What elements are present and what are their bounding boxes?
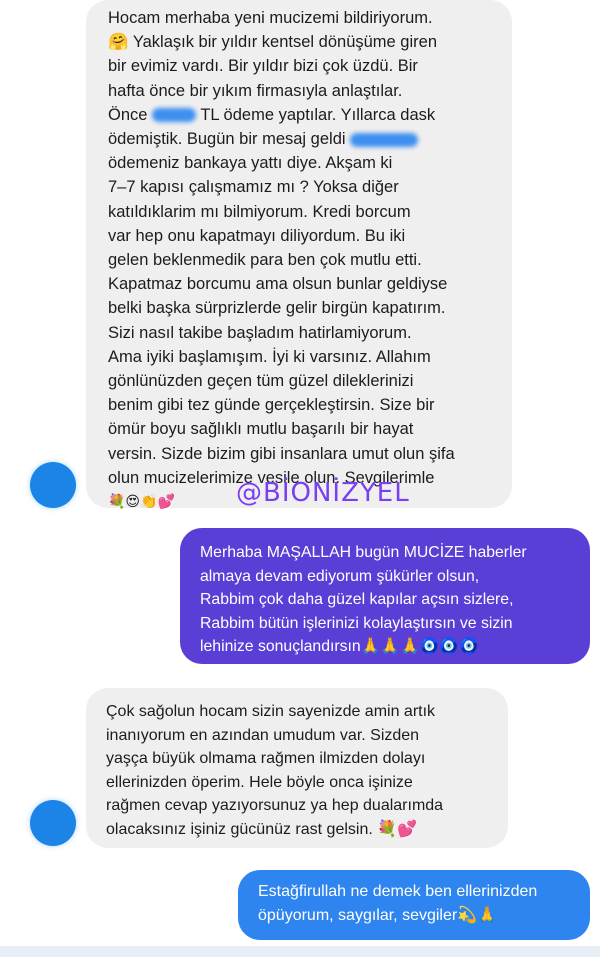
message-line: olun mucizelerimize vesile olun. Sevgilerimle — [108, 468, 435, 487]
message-line: bir evimiz vardı. Bir yıldır bizi çok üzdü. Bir — [108, 57, 418, 76]
message-line: Çok sağolun hocam sizin sayenizde amin artık — [106, 703, 436, 720]
message-line: Hocam merhaba yeni mucizemi bildiriyorum. — [108, 9, 433, 27]
message-line: Merhaba MAŞALLAH bugün MUCİZE haberler — [200, 544, 527, 561]
message-line: ellerinizden öperim. Hele böyle onca işinize — [106, 773, 413, 791]
message-line: Estağfirullah ne demek ben ellerinizden — [258, 883, 538, 900]
message-line: versin. Sizde bizim gibi insanlara umut olun şifa — [108, 444, 455, 463]
message-line: hafta önce bir yıkım firmasıyla anlaştılar. — [108, 81, 403, 100]
message-line: Ama iyiki başlamışım. İyi ki varsınız. Allahım — [108, 347, 431, 366]
message-line: inanıyorum en azından umudum var. Sizden — [106, 726, 420, 744]
message-line: ödemeniz bankaya yattı diye. Akşam ki — [108, 154, 393, 173]
bottom-bar — [0, 946, 600, 957]
message-line: olacaksınız işiniz gücünüz rast gelsin. 💐💕 — [106, 820, 418, 838]
message-bubble-outgoing — [180, 528, 590, 664]
message-line: almaya devam ediyorum şükürler olsun, — [200, 567, 480, 585]
message-line-with-redaction — [108, 103, 512, 127]
message-line: lehinize sonuçlandırsın🙏🙏🙏🧿🧿🧿 — [200, 638, 479, 655]
message-bubble-incoming — [86, 0, 512, 511]
sender-avatar[interactable] — [30, 800, 76, 846]
emoji-line: 💐😍👏💕 — [108, 494, 175, 511]
message-line: 7–7 kapısı çalışmamız mı ? Yoksa diğer — [108, 178, 399, 197]
message-line: yaşça büyük olmama rağmen ilmizden dolayı — [106, 750, 426, 768]
message-line: ömür boyu sağlıklı mutlu başarılı bir hayat — [108, 420, 414, 439]
message-bubble-outgoing — [238, 870, 590, 940]
message-text: ödemiştik. Bugün bir mesaj geldi — [108, 130, 346, 149]
message-line: gönlünüzden geçen tüm güzel dileklerinizi — [108, 372, 414, 391]
redacted-text — [350, 133, 418, 147]
message-line: benim gibi tez günde gerçekleştirsin. Size bir — [108, 396, 435, 415]
message-line: belki başka sürprizlerde gelir birgün kapatırım. — [108, 299, 446, 318]
redacted-amount — [152, 108, 196, 122]
message-line: öpüyorum, saygılar, sevgiler💫🙏 — [258, 907, 498, 924]
message-line: Rabbim bütün işlerinizi kolaylaştırsın ve sizin — [200, 614, 513, 632]
message-line: Rabbim çok daha güzel kapılar açsın sizlere, — [200, 591, 514, 608]
message-line: Kapatmaz borcumu ama olsun bunlar geldiyse — [108, 275, 448, 294]
message-line-with-redaction — [108, 127, 512, 151]
message-line: Sizi nasıl takibe başladım hatirlamiyorum. — [108, 323, 412, 342]
message-text: TL ödeme yaptılar. Yıllarca dask — [200, 105, 436, 124]
message-line: gelen beklenmedik para ben çok mutlu etti. — [108, 251, 422, 270]
message-line: rağmen cevap yazıyorsunuz ya hep dualarımda — [106, 797, 444, 815]
message-text: Önce — [108, 105, 148, 124]
sender-avatar[interactable] — [30, 462, 76, 508]
message-bubble-incoming — [86, 688, 508, 848]
message-line: 🤗 Yaklaşık bir yıldır kentsel dönüşüme giren — [108, 33, 438, 52]
watermark: @BİONİZYEL — [236, 478, 410, 508]
message-line: katıldıklarim mı bilmiyorum. Kredi borcum — [108, 202, 411, 221]
message-line: var hep onu kapatmayı diliyordum. Bu iki — [108, 226, 406, 245]
